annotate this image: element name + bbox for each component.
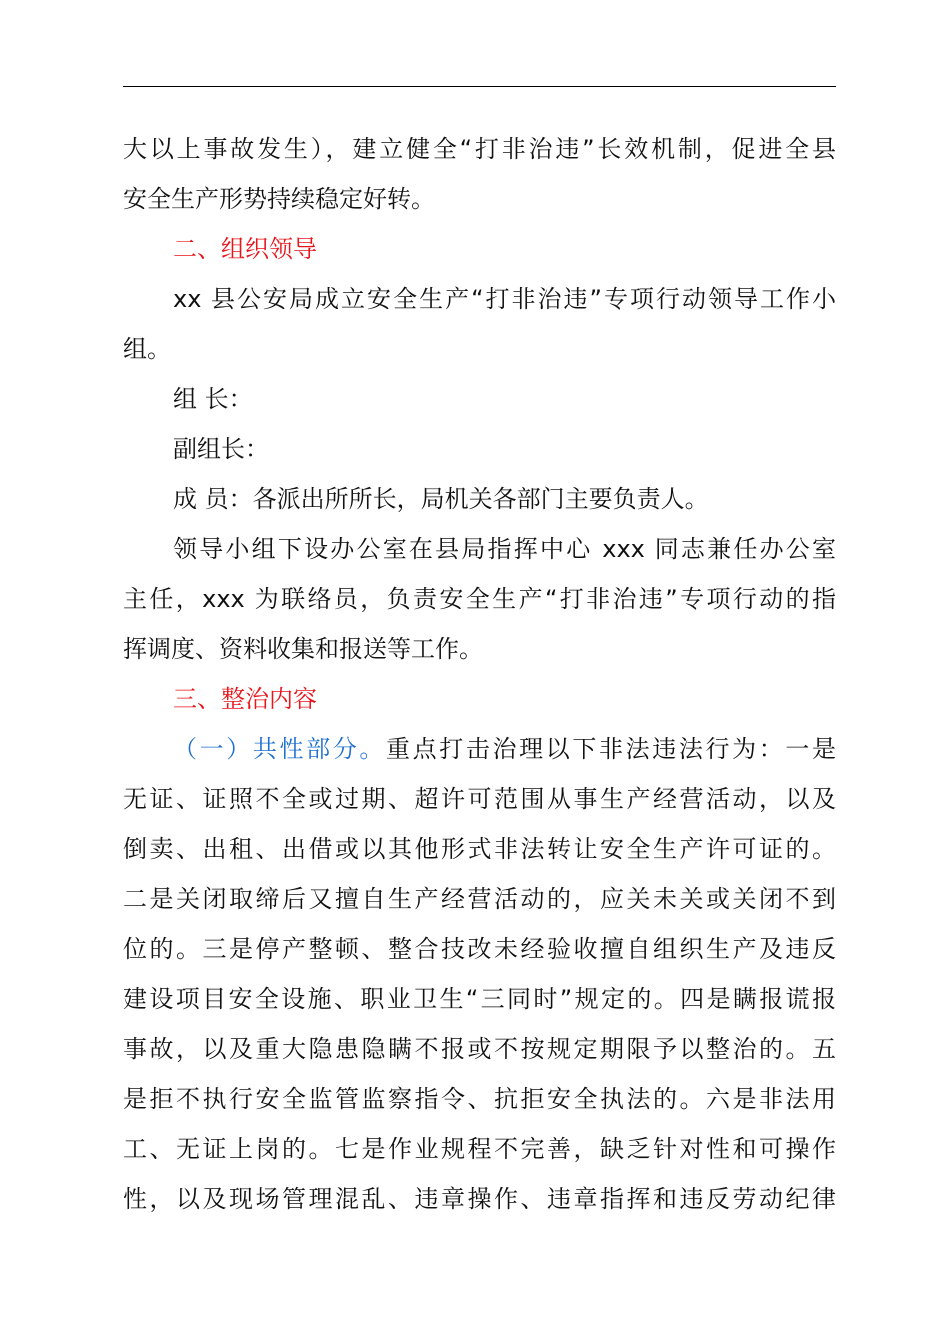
text-span: 工、无证上岗的。七是作业规程不完善，缺乏针对性和可操作 xyxy=(123,1135,836,1163)
text-line xyxy=(123,124,836,174)
text-span: 事故，以及重大隐患隐瞒不报或不按规定期限予以整治的。五 xyxy=(123,1035,836,1063)
header-rule xyxy=(123,86,836,87)
section-heading xyxy=(123,674,836,724)
text-line xyxy=(123,374,836,424)
text-line xyxy=(123,1174,836,1224)
text-span: 副组长： xyxy=(173,435,269,463)
text-span: 成 员：各派出所所长，局机关各部门主要负责人。 xyxy=(173,485,709,513)
text-line xyxy=(123,174,836,224)
text-line xyxy=(123,774,836,824)
text-line xyxy=(123,324,836,374)
text-span: 重点打击治理以下非法违法行为：一是 xyxy=(386,735,836,763)
text-span: 主任，xxx 为联络员，负责安全生产“打非治违”专项行动的指 xyxy=(123,585,836,613)
subsection-heading: （一）共性部分。 xyxy=(173,735,386,763)
text-span: 安全生产形势持续稳定好转。 xyxy=(123,185,435,213)
text-line xyxy=(123,1124,836,1174)
text-span: 无证、证照不全或过期、超许可范围从事生产经营活动，以及 xyxy=(123,785,836,813)
text-line xyxy=(123,824,836,874)
text-span: 组 长： xyxy=(173,385,253,413)
text-span: 二是关闭取缔后又擅自生产经营活动的，应关未关或关闭不到 xyxy=(123,885,836,913)
text-span: 大以上事故发生），建立健全“打非治违”长效机制，促进全县 xyxy=(123,135,836,163)
text-line xyxy=(123,574,836,624)
text-span: 性，以及现场管理混乱、违章操作、违章指挥和违反劳动纪律 xyxy=(123,1185,836,1213)
text-line xyxy=(123,474,836,524)
text-span: 领导小组下设办公室在县局指挥中心 xxx 同志兼任办公室 xyxy=(173,535,836,563)
text-line xyxy=(123,524,836,574)
text-span: 是拒不执行安全监管监察指令、抗拒安全执法的。六是非法用 xyxy=(123,1085,836,1113)
text-line xyxy=(123,724,836,774)
section-heading xyxy=(123,224,836,274)
text-line xyxy=(123,424,836,474)
text-span: 三、整治内容 xyxy=(173,685,317,713)
text-line xyxy=(123,1024,836,1074)
document-body xyxy=(123,124,836,1224)
text-line xyxy=(123,1074,836,1124)
text-span: 挥调度、资料收集和报送等工作。 xyxy=(123,635,483,663)
text-span: 建设项目安全设施、职业卫生“三同时”规定的。四是瞒报谎报 xyxy=(123,985,836,1013)
text-line xyxy=(123,874,836,924)
text-span: 倒卖、出租、出借或以其他形式非法转让安全生产许可证的。 xyxy=(123,835,836,863)
text-span: 位的。三是停产整顿、整合技改未经验收擅自组织生产及违反 xyxy=(123,935,836,963)
text-span: 组。 xyxy=(123,335,171,363)
text-line xyxy=(123,274,836,324)
text-span: 二、组织领导 xyxy=(173,235,317,263)
text-span: xx 县公安局成立安全生产“打非治违”专项行动领导工作小 xyxy=(173,285,836,313)
text-line xyxy=(123,624,836,674)
text-line xyxy=(123,974,836,1024)
text-line xyxy=(123,924,836,974)
